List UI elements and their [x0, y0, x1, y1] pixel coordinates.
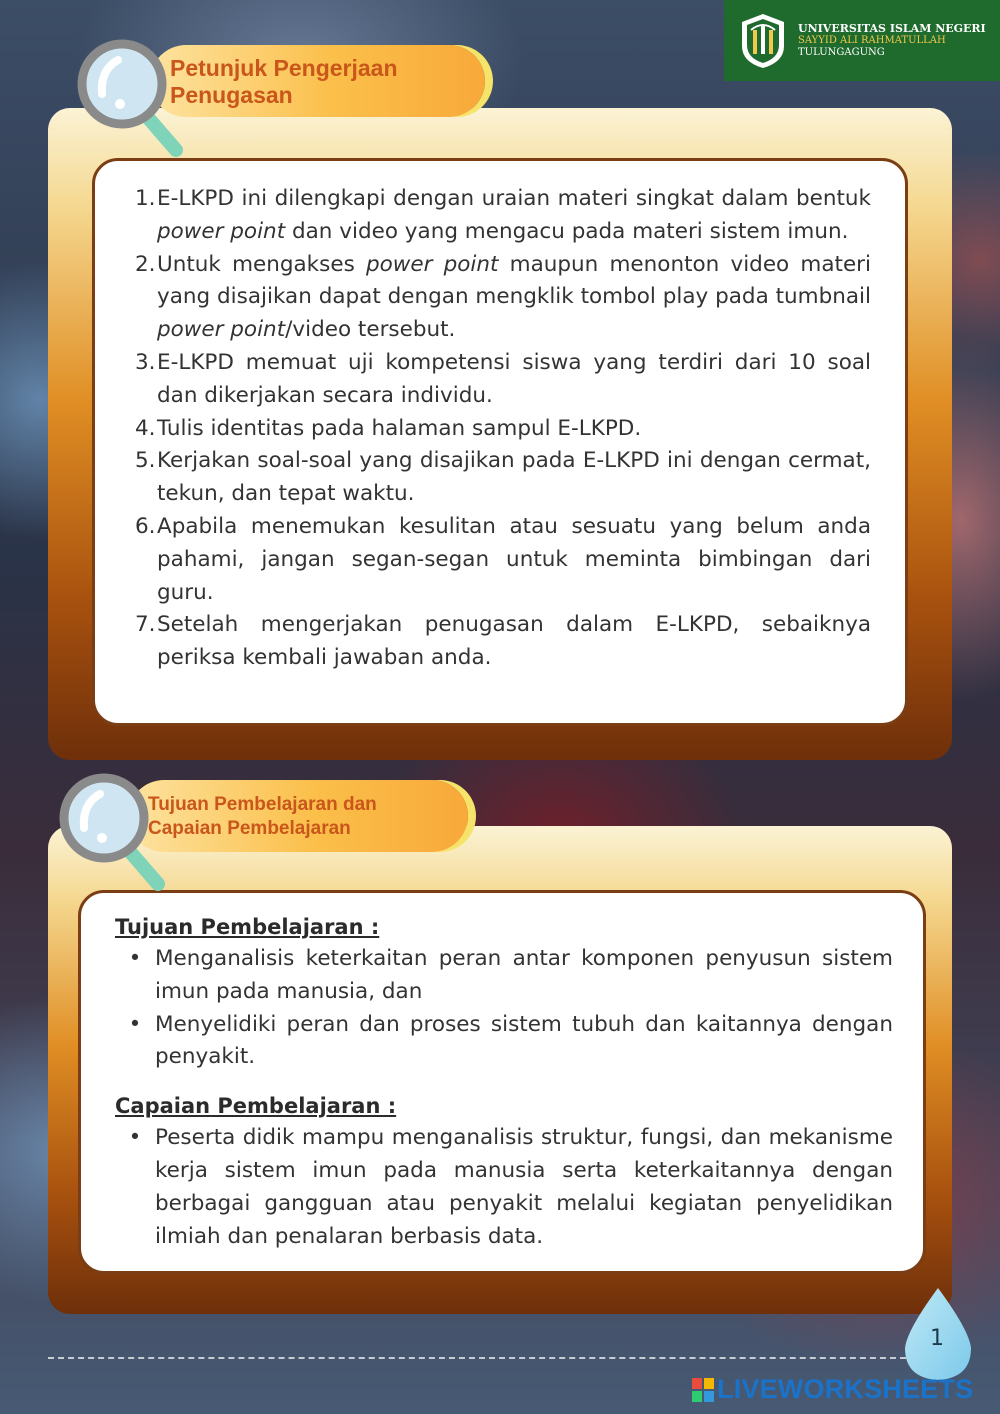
instructions-title: Petunjuk Pengerjaan Penugasan	[170, 55, 398, 108]
step-number: 5.	[135, 448, 156, 474]
list-item	[135, 413, 871, 446]
logo-line-city: TULUNGAGUNG	[798, 46, 885, 58]
university-logo	[724, 0, 1000, 81]
list-item	[135, 445, 871, 511]
instructions-title-pill	[150, 45, 485, 117]
magnifier-icon	[72, 36, 192, 166]
learning-goals-card	[48, 826, 952, 1314]
list-item: • Peserta didik mampu menganalisis struktur, fungsi, dan mekanisme kerja sistem imun pada manusia serta keterkaitannya dengan berbagai gangguan atau penyakit melalui kegiatan penyelidikan ilmiah dan penalaran berbasis data.	[115, 1122, 893, 1253]
step-text: Kerjakan soal-soal yang disajikan pada E-LKPD ini dengan cermat, tekun, dan tepat waktu.	[157, 448, 871, 507]
list-item	[135, 511, 871, 609]
list-item: • Menganalisis keterkaitan peran antar komponen penyusun sistem imun pada manusia, dan	[115, 943, 893, 1009]
step-text: Tulis identitas pada halaman sampul E-LKPD.	[157, 415, 642, 441]
footer-divider	[48, 1357, 906, 1359]
capaian-item: Peserta didik mampu menganalisis struktur, fungsi, dan mekanisme kerja sistem imun pada manusia serta keterkaitannya dengan berbagai gangguan atau penyakit melalui kegiatan penyelidikan ilmiah dan penalaran berbasis data.	[155, 1125, 893, 1249]
step-number: 4.	[135, 415, 156, 441]
step-text: E-LKPD memuat uji kompetensi siswa yang terdiri dari 10 soal dan dikerjakan secara individu.	[157, 349, 871, 408]
step-number: 7.	[135, 612, 156, 638]
step-number: 3.	[135, 349, 156, 375]
step-text: Untuk mengakses power point maupun menonton video materi yang disajikan dapat dengan mengklik tombol play pada tumbnail power point/video tersebut.	[157, 251, 871, 343]
step-number: 1.	[135, 186, 156, 211]
capaian-heading: Capaian Pembelajaran :	[115, 1094, 397, 1119]
tujuan-item: Menganalisis keterkaitan peran antar komponen penyusun sistem imun pada manusia, dan	[155, 946, 893, 1004]
logo-line-name: SAYYID ALI RAHMATULLAH	[798, 34, 946, 46]
step-number: 2.	[135, 251, 156, 277]
step-text: Apabila menemukan kesulitan atau sesuatu yang belum anda pahami, jangan segan-segan untuk meminta bimbingan dari guru.	[157, 513, 871, 605]
learning-goals-panel	[78, 890, 926, 1274]
liveworksheets-text: LIVEWORKSHEETS	[717, 1374, 974, 1404]
list-item	[135, 347, 871, 413]
tujuan-heading: Tujuan Pembelajaran :	[115, 915, 380, 939]
university-emblem-icon	[738, 12, 788, 70]
magnifier-icon	[54, 770, 174, 900]
step-text: E-LKPD ini dilengkapi dengan uraian materi singkat dalam bentuk power point dan video yang mengacu pada materi sistem imun.	[157, 186, 871, 244]
learning-goals-title: Tujuan Pembelajaran dan Capaian Pembelajaran	[148, 794, 377, 839]
logo-line-university: UNIVERSITAS ISLAM NEGERI	[798, 21, 986, 35]
list-item	[135, 249, 871, 347]
list-item: • Menyelidiki peran dan proses sistem tubuh dan kaitannya dengan penyakit.	[115, 1009, 893, 1075]
instructions-card	[48, 108, 952, 760]
step-number: 6.	[135, 513, 156, 539]
learning-goals-title-pill	[128, 780, 468, 852]
instructions-panel	[92, 158, 908, 726]
step-text: Setelah mengerjakan penugasan dalam E-LKPD, sebaiknya periksa kembali jawaban anda.	[157, 612, 871, 671]
page-number: 1	[930, 1326, 944, 1351]
liveworksheets-brand	[692, 1374, 973, 1405]
list-item	[135, 183, 871, 249]
instructions-list	[135, 183, 871, 675]
capaian-list	[115, 1122, 893, 1253]
tujuan-list	[115, 943, 893, 1074]
liveworksheets-logo-icon	[692, 1378, 714, 1402]
tujuan-item: Menyelidiki peran dan proses sistem tubuh dan kaitannya dengan penyakit.	[155, 1011, 893, 1070]
list-item	[135, 609, 871, 675]
